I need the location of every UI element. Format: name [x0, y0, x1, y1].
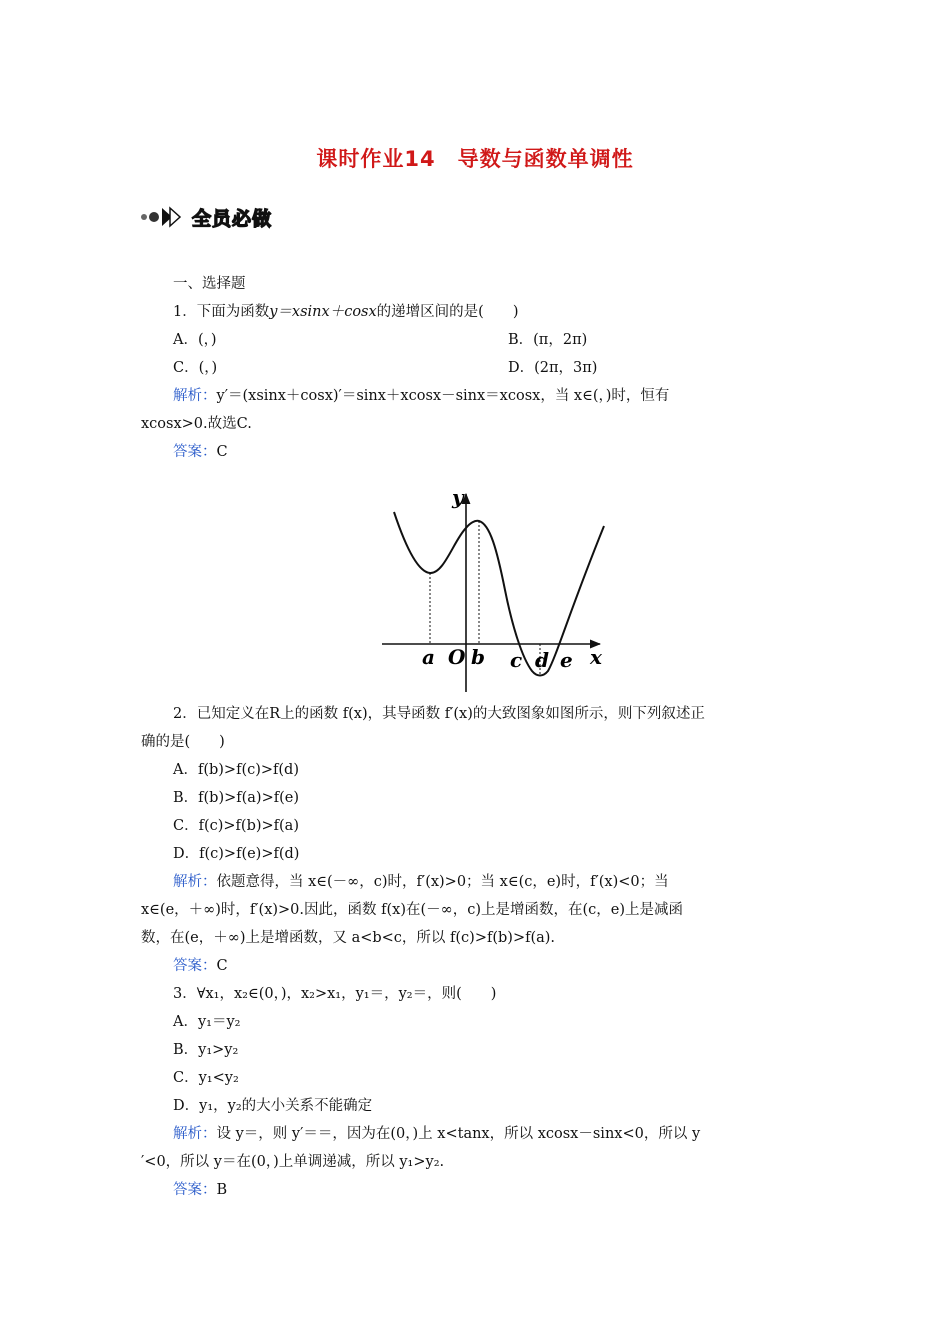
q1-option-b: B．(π，2π) — [508, 332, 588, 348]
derivative-graph — [372, 480, 612, 700]
q3-analysis-line2: ′<0，所以 y＝在(0，)上单调递减，所以 y₁>y₂. — [141, 1154, 445, 1170]
section-heading: 一、选择题 — [173, 276, 246, 292]
y-axis-label: y — [452, 485, 464, 509]
q2-analysis — [173, 872, 669, 892]
point-d-label: d — [535, 648, 549, 672]
q3-stem: 3．∀x₁，x₂∈(0，)，x₂>x₁，y₁＝，y₂＝，则( ) — [173, 986, 497, 1002]
q2-analysis-line1: 依题意得，当 x∈(－∞，c)时，f′(x)>0；当 x∈(c，e)时，f′(x)<0；当 — [216, 874, 669, 890]
q3-analysis-line1: 设 y＝，则 y′＝＝，因为在(0，)上 x<tanx，所以 xcosx－sinx<0，所以 y — [216, 1126, 701, 1142]
q2-answer — [173, 956, 228, 976]
dots-arrow-icon — [140, 204, 188, 230]
q1-stem-a: 1．下面为函数 — [173, 304, 270, 320]
q1-analysis-line1: y′＝(xsinx＋cosx)′＝sinx＋xcosx－sinx＝xcosx，当 x∈(，)时，恒有 — [216, 388, 670, 404]
q1-analysis — [173, 386, 669, 406]
title-part2: 导数与函数单调性 — [457, 147, 634, 171]
q1-option-d: D．(2π，3π) — [508, 360, 598, 376]
q1-option-a: A．(，) — [173, 332, 217, 348]
q3-answer-value: B — [216, 1182, 228, 1198]
q1-answer — [173, 442, 228, 462]
banner-text: 全员必做 — [192, 207, 273, 230]
point-a-label: a — [422, 645, 435, 669]
q3-analysis-label: 解析： — [173, 1126, 217, 1142]
q1-analysis-line2: xcosx>0.故选C. — [141, 416, 252, 432]
q2-answer-label: 答案： — [173, 958, 217, 974]
q2-stem-line2: 确的是( ) — [141, 734, 225, 750]
q1-stem — [173, 302, 519, 322]
q3-answer — [173, 1180, 227, 1200]
q2-option-a: A．f(b)>f(c)>f(d) — [173, 762, 299, 778]
x-axis-label: x — [590, 645, 602, 669]
q3-option-b: B．y₁>y₂ — [173, 1042, 239, 1058]
q2-analysis-label: 解析： — [173, 874, 217, 890]
q1-option-c: C．(，) — [173, 360, 218, 376]
q2-analysis-line3: 数，在(e，＋∞)上是增函数，又 a<b<c，所以 f(c)>f(b)>f(a). — [141, 930, 556, 946]
section-banner — [140, 202, 272, 232]
q3-answer-label: 答案： — [173, 1182, 217, 1198]
q1-analysis-label: 解析： — [173, 388, 217, 404]
q2-option-c: C．f(c)>f(b)>f(a) — [173, 818, 299, 834]
q3-option-a: A．y₁＝y₂ — [173, 1014, 241, 1030]
q2-analysis-line2: x∈(e，＋∞)时，f′(x)>0.因此，函数 f(x)在(－∞，c)上是增函数，在(c，e)上是减函 — [141, 902, 684, 918]
q1-answer-label: 答案： — [173, 444, 217, 460]
q1-stem-c: 的递增区间的是( ) — [376, 304, 519, 320]
q2-option-d: D．f(c)>f(e)>f(d) — [173, 846, 300, 862]
q1-answer-value: C — [216, 444, 228, 460]
q2-answer-value: C — [216, 958, 228, 974]
q2-option-b: B．f(b)>f(a)>f(e) — [173, 790, 300, 806]
title-part1: 课时作业14 — [316, 147, 436, 171]
q3-option-d: D．y₁，y₂的大小关系不能确定 — [173, 1098, 373, 1114]
point-b-label: b — [471, 645, 485, 669]
q3-analysis — [173, 1124, 700, 1144]
q2-stem-line1: 2．已知定义在R上的函数 f(x)，其导函数 f′(x)的大致图象如图所示，则下列叙述正 — [173, 706, 705, 722]
q1-stem-b: y＝xsinx＋cosx — [269, 304, 377, 320]
origin-label: O — [448, 645, 466, 669]
q3-option-c: C．y₁<y₂ — [173, 1070, 239, 1086]
page-title — [0, 143, 950, 173]
point-e-label: e — [560, 648, 573, 672]
point-c-label: c — [510, 648, 523, 672]
